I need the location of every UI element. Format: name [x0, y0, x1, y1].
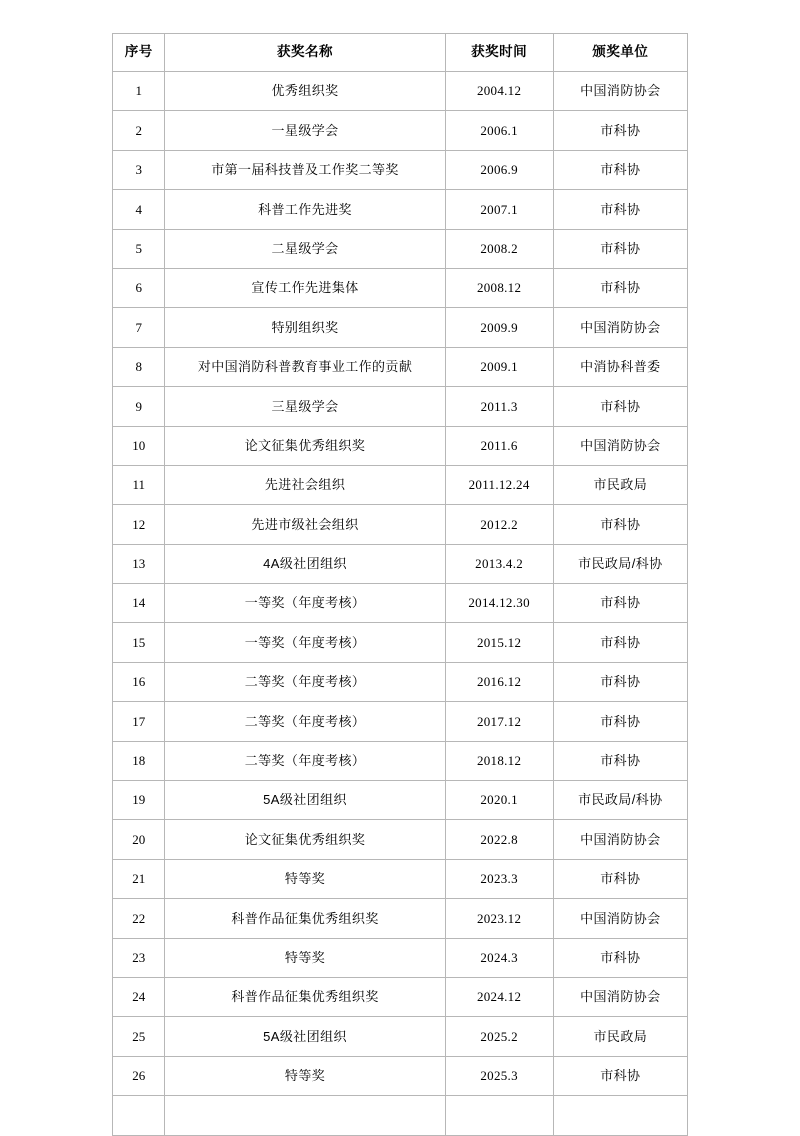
cell-org: 市民政局 [553, 465, 687, 504]
cell-name: 科普作品征集优秀组织奖 [165, 899, 445, 938]
cell-org: 市科协 [553, 190, 687, 229]
table-row [113, 741, 688, 780]
cell-time: 2008.2 [445, 229, 553, 268]
cell-index: 10 [113, 426, 165, 465]
cell-name: 二等奖（年度考核） [165, 662, 445, 701]
cell-index: 1 [113, 72, 165, 111]
cell-index: 8 [113, 347, 165, 386]
cell-org: 中国消防协会 [553, 899, 687, 938]
cell-org: 市民政局/科协 [553, 781, 687, 820]
cell-org [553, 1096, 687, 1135]
column-header-index: 序号 [113, 34, 165, 72]
cell-index: 21 [113, 859, 165, 898]
cell-org: 中国消防协会 [553, 977, 687, 1016]
cell-index [113, 1096, 165, 1135]
table-row [113, 505, 688, 544]
cell-index: 7 [113, 308, 165, 347]
cell-name: 特等奖 [165, 859, 445, 898]
cell-index: 12 [113, 505, 165, 544]
cell-time: 2018.12 [445, 741, 553, 780]
cell-name [165, 1096, 445, 1135]
table-row [113, 899, 688, 938]
cell-org: 市科协 [553, 938, 687, 977]
table-row [113, 544, 688, 583]
table-row [113, 190, 688, 229]
cell-index: 20 [113, 820, 165, 859]
cell-name: 宣传工作先进集体 [165, 268, 445, 307]
cell-time: 2014.12.30 [445, 584, 553, 623]
cell-name: 二等奖（年度考核） [165, 702, 445, 741]
cell-time: 2015.12 [445, 623, 553, 662]
cell-index: 26 [113, 1056, 165, 1095]
cell-index: 25 [113, 1017, 165, 1056]
table-row [113, 150, 688, 189]
cell-name: 三星级学会 [165, 387, 445, 426]
cell-name: 优秀组织奖 [165, 72, 445, 111]
cell-org: 市科协 [553, 505, 687, 544]
cell-time: 2007.1 [445, 190, 553, 229]
cell-name: 对中国消防科普教育事业工作的贡献 [165, 347, 445, 386]
cell-index: 14 [113, 584, 165, 623]
cell-index: 17 [113, 702, 165, 741]
column-header-time: 获奖时间 [445, 34, 553, 72]
table-row [113, 268, 688, 307]
cell-org: 市科协 [553, 702, 687, 741]
cell-index: 6 [113, 268, 165, 307]
cell-time: 2023.12 [445, 899, 553, 938]
cell-name: 一星级学会 [165, 111, 445, 150]
cell-name: 特别组织奖 [165, 308, 445, 347]
cell-index: 11 [113, 465, 165, 504]
table-row [113, 623, 688, 662]
cell-name: 一等奖（年度考核） [165, 584, 445, 623]
cell-index: 19 [113, 781, 165, 820]
cell-time: 2022.8 [445, 820, 553, 859]
cell-org: 市科协 [553, 1056, 687, 1095]
cell-time: 2012.2 [445, 505, 553, 544]
table-row [113, 781, 688, 820]
table-row [113, 387, 688, 426]
cell-time [445, 1096, 553, 1135]
table-row [113, 308, 688, 347]
cell-time: 2024.3 [445, 938, 553, 977]
cell-org: 中消协科普委 [553, 347, 687, 386]
cell-index: 9 [113, 387, 165, 426]
cell-org: 中国消防协会 [553, 72, 687, 111]
cell-time: 2024.12 [445, 977, 553, 1016]
cell-org: 市科协 [553, 584, 687, 623]
cell-index: 3 [113, 150, 165, 189]
cell-time: 2011.3 [445, 387, 553, 426]
cell-name: 特等奖 [165, 1056, 445, 1095]
cell-time: 2013.4.2 [445, 544, 553, 583]
cell-org: 中国消防协会 [553, 308, 687, 347]
cell-org: 中国消防协会 [553, 820, 687, 859]
table-row [113, 72, 688, 111]
cell-time: 2011.12.24 [445, 465, 553, 504]
table-row [113, 229, 688, 268]
cell-name: 先进市级社会组织 [165, 505, 445, 544]
cell-time: 2020.1 [445, 781, 553, 820]
table-row [113, 977, 688, 1016]
table-row [113, 859, 688, 898]
cell-name: 科普作品征集优秀组织奖 [165, 977, 445, 1016]
cell-org: 市科协 [553, 623, 687, 662]
cell-index: 2 [113, 111, 165, 150]
cell-name: 科普工作先进奖 [165, 190, 445, 229]
cell-org: 中国消防协会 [553, 426, 687, 465]
cell-org: 市科协 [553, 859, 687, 898]
cell-name: 二星级学会 [165, 229, 445, 268]
cell-time: 2006.9 [445, 150, 553, 189]
cell-time: 2004.12 [445, 72, 553, 111]
cell-time: 2009.1 [445, 347, 553, 386]
table-row [113, 702, 688, 741]
table-row [113, 938, 688, 977]
cell-org: 市科协 [553, 387, 687, 426]
cell-name: 论文征集优秀组织奖 [165, 820, 445, 859]
cell-name: 论文征集优秀组织奖 [165, 426, 445, 465]
table-row [113, 426, 688, 465]
cell-time: 2008.12 [445, 268, 553, 307]
table-body [113, 72, 688, 1136]
cell-time: 2011.6 [445, 426, 553, 465]
awards-table [112, 33, 688, 1136]
cell-org: 市民政局/科协 [553, 544, 687, 583]
table-row [113, 465, 688, 504]
cell-org: 市科协 [553, 229, 687, 268]
cell-name: 特等奖 [165, 938, 445, 977]
cell-index: 22 [113, 899, 165, 938]
cell-org: 市民政局 [553, 1017, 687, 1056]
column-header-org: 颁奖单位 [553, 34, 687, 72]
cell-org: 市科协 [553, 741, 687, 780]
cell-index: 23 [113, 938, 165, 977]
table-header-row [113, 34, 688, 72]
table-row [113, 111, 688, 150]
table-row [113, 347, 688, 386]
cell-org: 市科协 [553, 150, 687, 189]
cell-name: 4A级社团组织 [165, 544, 445, 583]
table-row [113, 584, 688, 623]
column-header-name: 获奖名称 [165, 34, 445, 72]
cell-index: 4 [113, 190, 165, 229]
cell-time: 2006.1 [445, 111, 553, 150]
table-row-empty [113, 1096, 688, 1135]
cell-time: 2016.12 [445, 662, 553, 701]
cell-time: 2017.12 [445, 702, 553, 741]
cell-name: 先进社会组织 [165, 465, 445, 504]
table-row [113, 1017, 688, 1056]
cell-name: 市第一届科技普及工作奖二等奖 [165, 150, 445, 189]
table-row [113, 820, 688, 859]
cell-index: 24 [113, 977, 165, 1016]
table-row [113, 662, 688, 701]
cell-time: 2023.3 [445, 859, 553, 898]
cell-name: 二等奖（年度考核） [165, 741, 445, 780]
cell-org: 市科协 [553, 662, 687, 701]
cell-time: 2025.2 [445, 1017, 553, 1056]
cell-index: 5 [113, 229, 165, 268]
cell-index: 15 [113, 623, 165, 662]
cell-index: 13 [113, 544, 165, 583]
cell-org: 市科协 [553, 111, 687, 150]
cell-time: 2025.3 [445, 1056, 553, 1095]
cell-name: 一等奖（年度考核） [165, 623, 445, 662]
cell-time: 2009.9 [445, 308, 553, 347]
cell-name: 5A级社团组织 [165, 1017, 445, 1056]
cell-index: 16 [113, 662, 165, 701]
cell-name: 5A级社团组织 [165, 781, 445, 820]
table-header [113, 34, 688, 72]
cell-index: 18 [113, 741, 165, 780]
cell-org: 市科协 [553, 268, 687, 307]
table-row [113, 1056, 688, 1095]
